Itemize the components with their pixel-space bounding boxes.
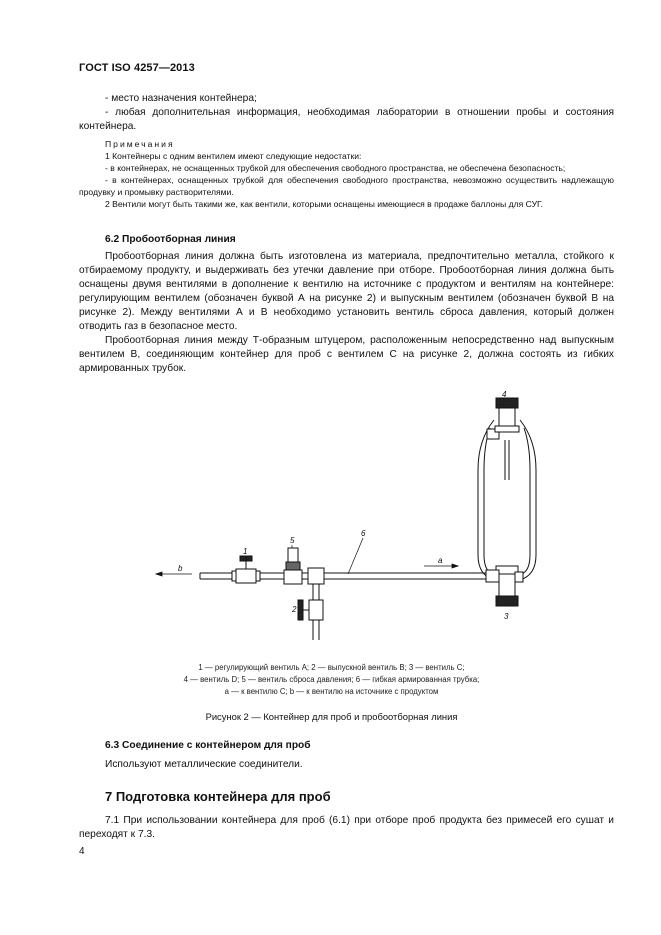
section-6-3-heading: 6.3 Соединение с контейнером для проб <box>105 740 311 751</box>
intro-item-destination: - место назначения контейнера; <box>105 93 257 104</box>
note-1: 1 Контейнеры с одним вентилем имеют следующие недостатки: <box>105 151 362 161</box>
label-a: a <box>438 556 443 565</box>
legend-line-3: a — к вентилю C; b — к вентилю на источнике с продуктом <box>224 687 439 696</box>
valve-2-outlet <box>298 600 323 620</box>
valve-4-top <box>487 398 519 439</box>
section-6-3-body <box>79 758 614 772</box>
note-2: 2 Вентили могут быть такими же, как вентили, которыми оснащены имеющиеся в продаже баллоны для СУГ. <box>105 199 544 209</box>
label-4: 4 <box>502 390 507 399</box>
section-7-heading: 7 Подготовка контейнера для проб <box>105 789 331 804</box>
label-b: b <box>178 564 183 573</box>
legend-line-2: 4 — вентиль D; 5 — вентиль сброса давления; 6 — гибкая армированная трубка; <box>183 675 480 684</box>
sample-container <box>478 420 536 580</box>
label-5: 5 <box>290 536 295 545</box>
legend-line-1: 1 — регулирующий вентиль A; 2 — выпускной вентиль B; 3 — вентиль C; <box>198 663 465 672</box>
label-2: 2 <box>292 605 297 614</box>
note-1b: - в контейнерах, оснащенных трубкой для обеспечения свободного пространства, невозможно осуществить надлежащую продувку и промывку растворителями. <box>79 175 614 197</box>
page-number: 4 <box>79 846 85 857</box>
section-7-body <box>79 814 614 842</box>
document-header: ГОСТ ISO 4257—2013 <box>79 62 195 74</box>
label-1: 1 <box>243 547 248 556</box>
intro-item-additional-info: - любая дополнительная информация, необходимая лаборатории в отношении пробы и состояния контейнера. <box>79 107 614 132</box>
leader-6 <box>348 538 363 574</box>
label-6: 6 <box>361 529 366 538</box>
valve-1-regulating <box>232 556 260 583</box>
notes-title: Примечания <box>105 139 175 149</box>
figure-legend <box>79 662 584 698</box>
valve-5-relief <box>284 548 302 584</box>
label-3: 3 <box>504 612 509 621</box>
section-6-2-paragraph-2: Пробоотборная линия между Т-образным штуцером, расположенным непосредственно над выпускным вентилем В, соединяющим контейнер для проб с вентилем С на рисунке 2, должна состоять из гибких армированных трубок. <box>79 335 614 374</box>
section-7-paragraph-1: 7.1 При использовании контейнера для проб (6.1) при отборе проб продукта без примесей его сушат и переходят к 7.3. <box>79 815 614 840</box>
section-6-3-paragraph: Используют металлические соединители. <box>105 759 303 770</box>
figure-caption: Рисунок 2 — Контейнер для проб и пробоотборная линия <box>205 711 458 722</box>
section-6-2-paragraph-1: Пробоотборная линия должна быть изготовлена из материала, предпочтительно металла, стойкого к отбираемому продукту, и выдерживать без утечки давление при отборе. Пробоотборная линия должна быть оснащены двумя вентилями в дополнение к вентилю на источнике с продуктом и вентилям на контейнере: регулирующим вентилем (обозначен буквой А на рисунке 2) и выпускным вентилем (обозначен буквой В на рисунке 2). Между вентилями А и В необходимо установить вентиль сброса давления, который должен отводить газ в безопасное место. <box>79 251 614 332</box>
valve-3-bottom <box>486 566 523 606</box>
note-1a: - в контейнерах, не оснащенных трубкой для обеспечения свободного пространства, не обеспечена безопасность; <box>105 163 566 173</box>
section-6-2-heading: 6.2 Пробоотборная линия <box>105 234 236 245</box>
